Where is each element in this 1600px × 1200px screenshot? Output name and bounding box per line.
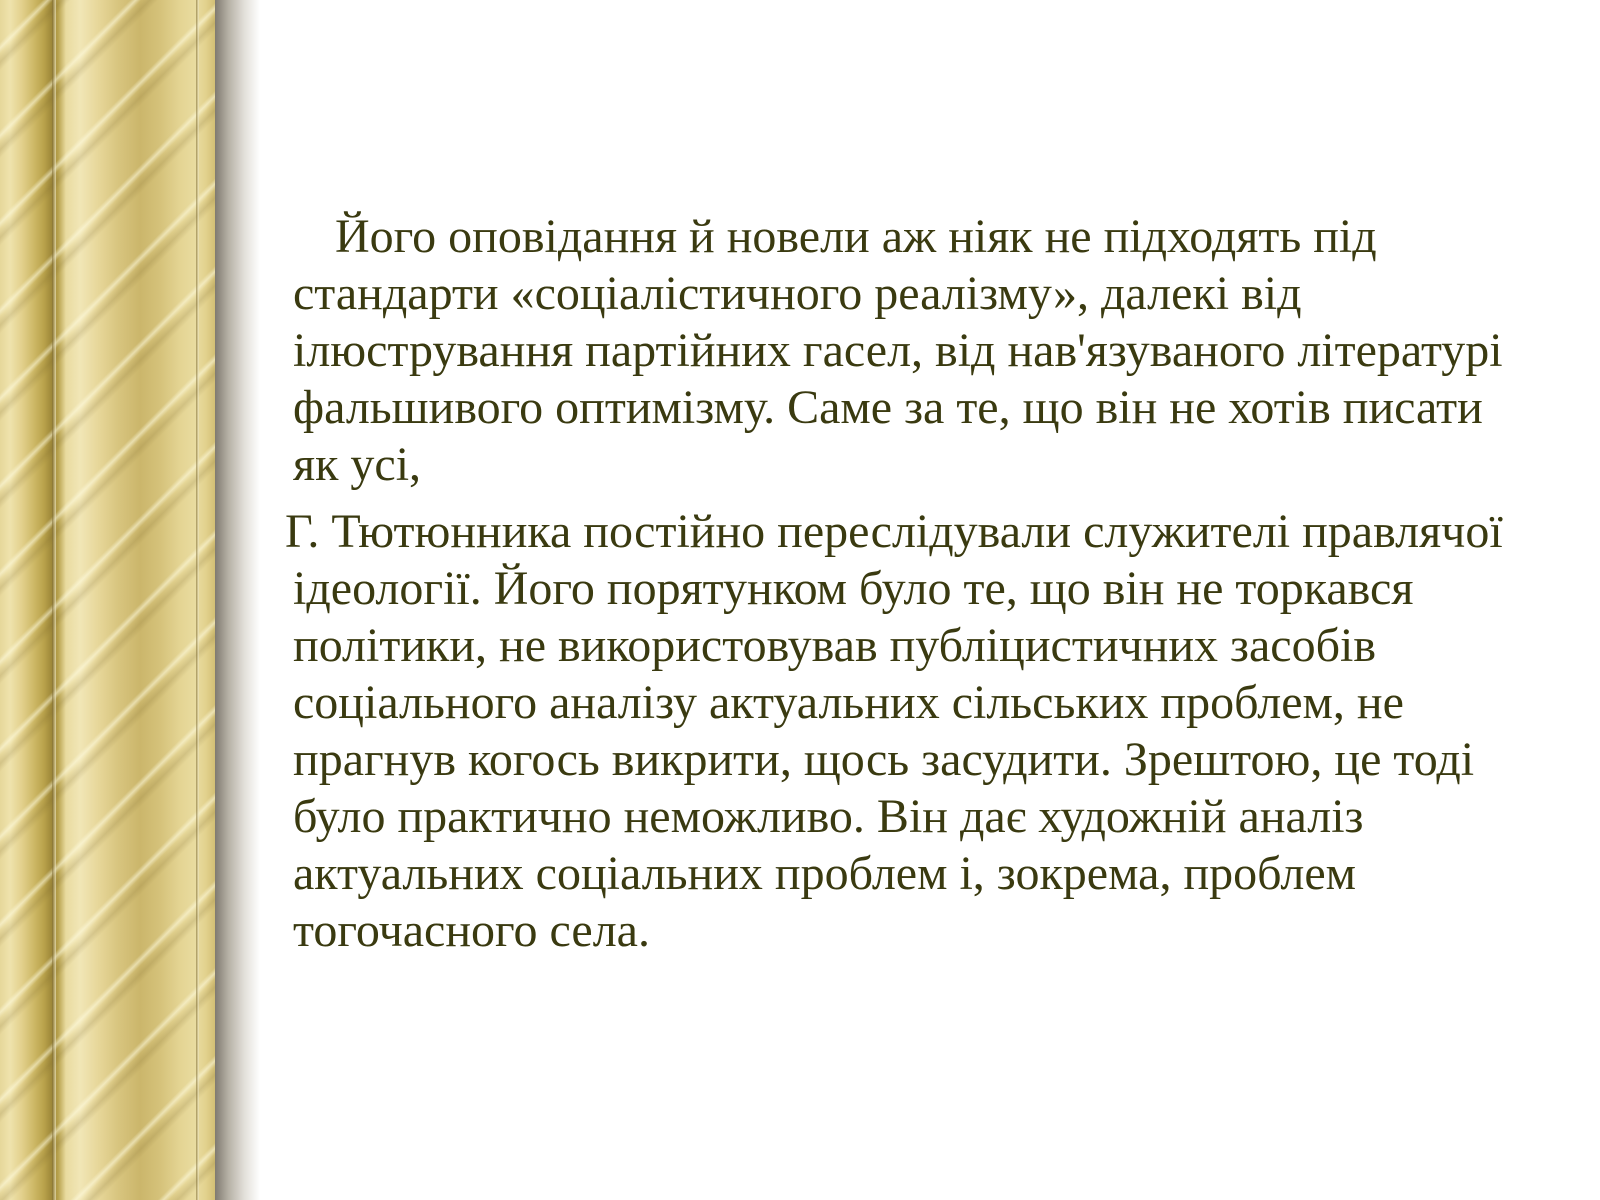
- decorative-gold-column: [0, 0, 215, 1200]
- slide-body-text: [285, 208, 1520, 959]
- column-stripes: [0, 0, 215, 1200]
- column-groove: [52, 0, 56, 1200]
- column-shadow: [215, 0, 260, 1200]
- paragraph-2: Г. Тютюнника постійно переслідували служителі правлячої ідеології. Його порятунком було те, що він не торкався політики, не використовував публіцистичних засобів соціального аналізу актуальних сільських проблем, не прагнув когось викрити, щось засудити. Зрештою, це тоді було практично неможливо. Він дає художній аналіз актуальних соціальних проблем і, зокрема, проблем тогочасного села.: [285, 505, 1503, 957]
- paragraph-1: Його оповідання й новели аж ніяк не підходять під стандарти «соціалістичного реалізму», далекі від ілюстрування партійних гасел, від нав'язуваного літературі фальшивого оптимізму. Саме за те, що він не хотів писати як усі,: [293, 210, 1503, 491]
- column-groove: [196, 0, 199, 1200]
